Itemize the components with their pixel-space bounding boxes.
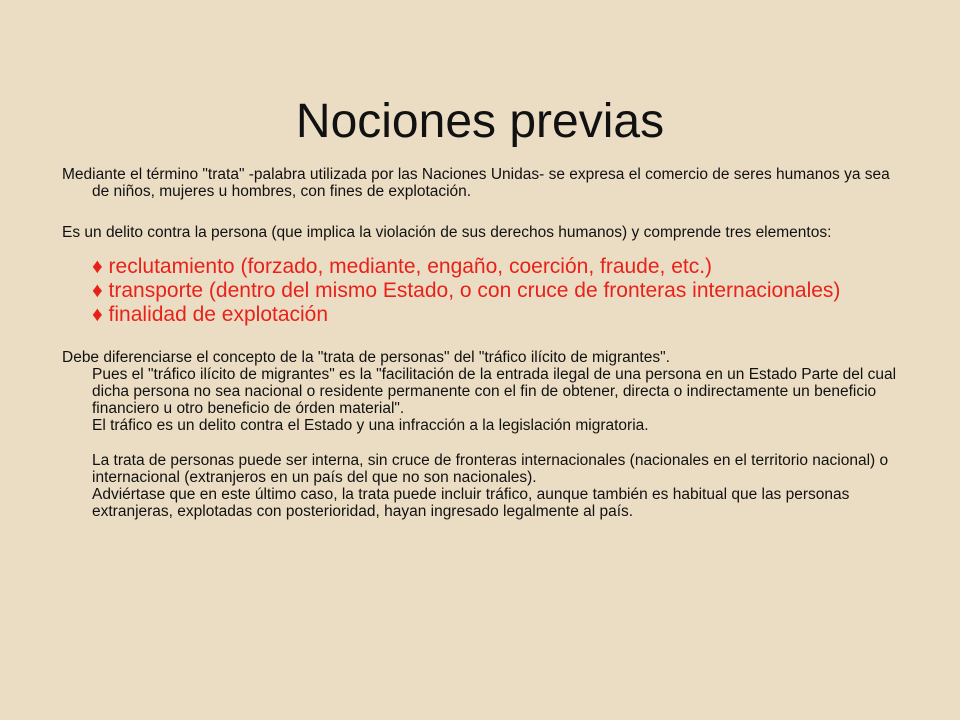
difference-section	[62, 349, 902, 520]
warning-note: Adviértase que en este último caso, la trata puede incluir tráfico, aunque también es habitual que las personas extranjeras, explotadas con posterioridad, hayan ingresado legalmente al país.	[92, 486, 850, 520]
intro-paragraph: Mediante el término "trata" -palabra utilizada por las Naciones Unidas- se expresa el comercio de seres humanos ya sea de niños, mujeres u hombres, con fines de explotación.	[62, 166, 890, 200]
difference-note: El tráfico es un delito contra el Estado y una infracción a la legislación migratoria.	[92, 417, 649, 434]
slide-body	[62, 166, 902, 520]
element-transport: ♦ transporte (dentro del mismo Estado, o con cruce de fronteras internacionales)	[92, 279, 841, 302]
difference-lead: Debe diferenciarse el concepto de la "trata de personas" del "tráfico ilícito de migrantes".	[62, 349, 670, 366]
slide-title: Nociones previas	[295, 95, 665, 149]
spacer	[62, 434, 902, 452]
element-exploitation: ♦ finalidad de explotación	[92, 303, 329, 326]
element-recruitment: ♦ reclutamiento (forzado, mediante, engaño, coerción, fraude, etc.)	[92, 255, 713, 278]
internal-note: La trata de personas puede ser interna, sin cruce de fronteras internacionales (nacionales en el territorio nacional) o internacional (extranjeros en un país del que no son nacionales).	[92, 452, 889, 486]
crime-description-paragraph: Es un delito contra la persona (que implica la violación de sus derechos humanos) y comprende tres elementos:	[62, 224, 832, 241]
elements-list	[92, 255, 902, 327]
difference-definition: Pues el "tráfico ilícito de migrantes" es la "facilitación de la entrada ilegal de una persona en un Estado Parte del cual dicha persona no sea nacional o residente permanente con el fin de obtener, directa o indirectamente un beneficio financiero u otro beneficio de órden material".	[92, 366, 897, 417]
